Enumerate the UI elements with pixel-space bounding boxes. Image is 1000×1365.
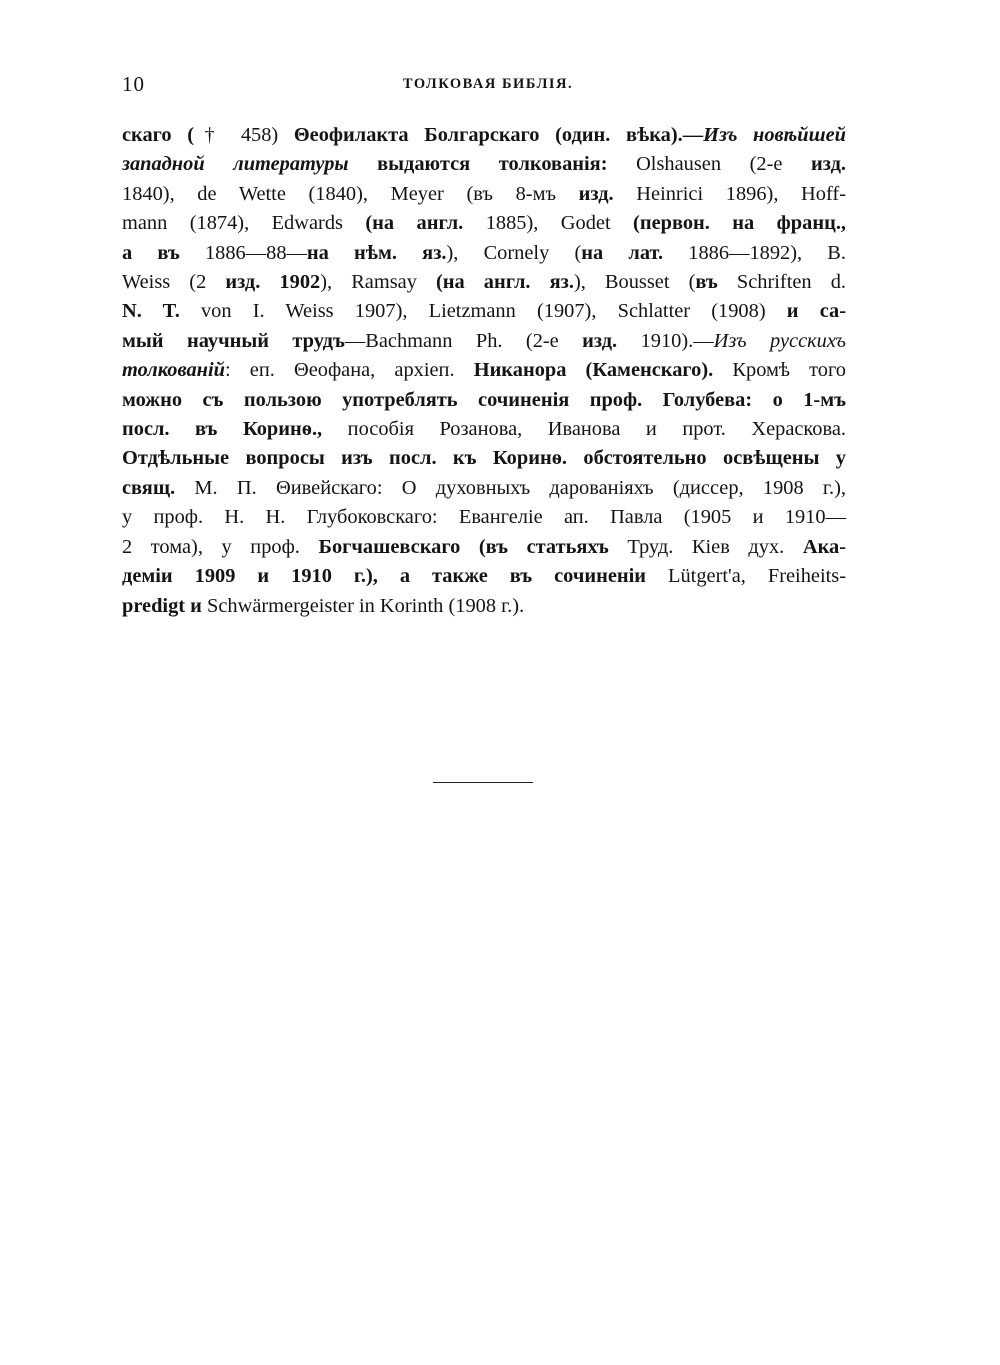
text-run: въ [695,271,718,294]
text-run: 1886—1892), B. [663,241,846,264]
page-header [118,72,858,102]
text-run: † 458) [194,124,294,146]
text-run: ), Ramsay [320,271,436,294]
text-run: изд. 1902 [225,271,321,294]
text-line [122,327,846,356]
text-run: mann (1874), Edwards [122,212,366,235]
text-run: Schriften d. [717,271,846,294]
text-run: N. T. [122,300,201,323]
text-run: деміи 1909 и 1910 г.), а также въ сочиненіи [122,565,669,588]
text-run: (на англ. [365,212,464,235]
text-line [122,297,846,326]
text-run: Богчашевскаго (въ статьяхъ [318,535,609,558]
text-run: мый научный трудъ [122,329,345,352]
text-line [122,533,846,562]
text-run: 1840), de Wette (1840), Meyer (въ 8-мъ [122,182,579,205]
text-line [122,150,846,179]
text-run: (на англ. яз. [435,271,574,294]
text-line [122,121,846,150]
text-run: 1886—88— [204,241,307,264]
text-run: Изъ русскихъ [713,329,846,352]
text-run: von I. Weiss 1907), Lietzmann (1907), Schlatter (1908) [200,300,787,323]
text-run: изд. [811,153,846,176]
text-run: и [190,594,208,617]
section-end-rule [433,782,533,783]
text-run: скаго ( [122,124,195,146]
body-paragraph [122,121,846,621]
text-run: Кромѣ того [713,359,846,382]
text-run: 1885), Godet [463,212,634,235]
text-run: у проф. Н. Н. Глубоковскаго: Евангеліе ап. Павла (1905 и 1910— [122,506,846,529]
text-run: на лат. [581,241,664,264]
text-run: и са- [786,300,846,323]
text-run: Труд. Кіев дух. [608,535,803,558]
text-run: Weiss (2 [122,271,226,294]
text-run: свящ. [122,476,195,499]
text-run: можно съ пользою употреблять сочиненія проф. Голубева: о 1-мъ [122,388,846,411]
text-run: —Bachmann Ph. (2-е [344,329,583,352]
text-line [122,592,846,621]
text-run: Ака- [802,535,847,558]
text-run: изд. [582,329,618,352]
text-line [122,180,846,209]
text-line [122,415,846,444]
text-run: ), Cornely ( [446,241,582,264]
text-line [122,356,846,385]
text-run: ), Bousset ( [573,271,696,294]
text-run: Schwärmergeister in Korinth (1908 г.). [207,594,525,617]
text-run: а въ [122,241,205,264]
text-run: Lütgert'a, Freiheits- [668,565,846,588]
text-run: посл. въ Коринѳ., [122,418,348,441]
text-run: выдаются толкованія: [348,153,637,176]
running-title: ТОЛКОВАЯ БИБЛІЯ. [402,76,574,92]
text-run: М. П. Θивейскаго: О духовныхъ дарованіяхъ (диссер, 1908 г.), [194,476,846,499]
text-run: пособія Розанова, Иванова и прот. Хераскова. [347,418,846,441]
text-line [122,209,846,238]
text-run: Никанора (Каменскаго). [473,359,714,382]
text-line [122,444,846,473]
text-run: Heinrici 1896), Hoff- [613,182,846,205]
text-line [122,268,846,297]
page-number: 10 [122,72,145,96]
text-run: 1910).— [617,329,714,352]
text-run: на нѣм. яз. [306,241,447,264]
text-line [122,386,846,415]
text-line [122,239,846,268]
text-run: Olshausen (2-е [636,153,811,176]
text-line [122,503,846,532]
text-run: толкованій [122,359,225,382]
text-line [122,474,846,503]
text-run: Θеофилакта Болгарскаго (один. вѣка).— [293,124,704,146]
text-run: Отдѣльные вопросы изъ посл. къ Коринѳ. обстоятельно освѣщены у [122,447,846,470]
text-line [122,562,846,591]
text-run: изд. [578,182,614,205]
text-run: Изъ новѣйшей [703,124,846,146]
text-run: (первон. на франц., [633,212,847,235]
text-run: predigt [122,594,191,617]
text-run: 2 тома), у проф. [122,535,319,558]
text-run: западной литературы [122,153,349,176]
text-run: : еп. Θеофана, архіеп. [225,359,474,382]
